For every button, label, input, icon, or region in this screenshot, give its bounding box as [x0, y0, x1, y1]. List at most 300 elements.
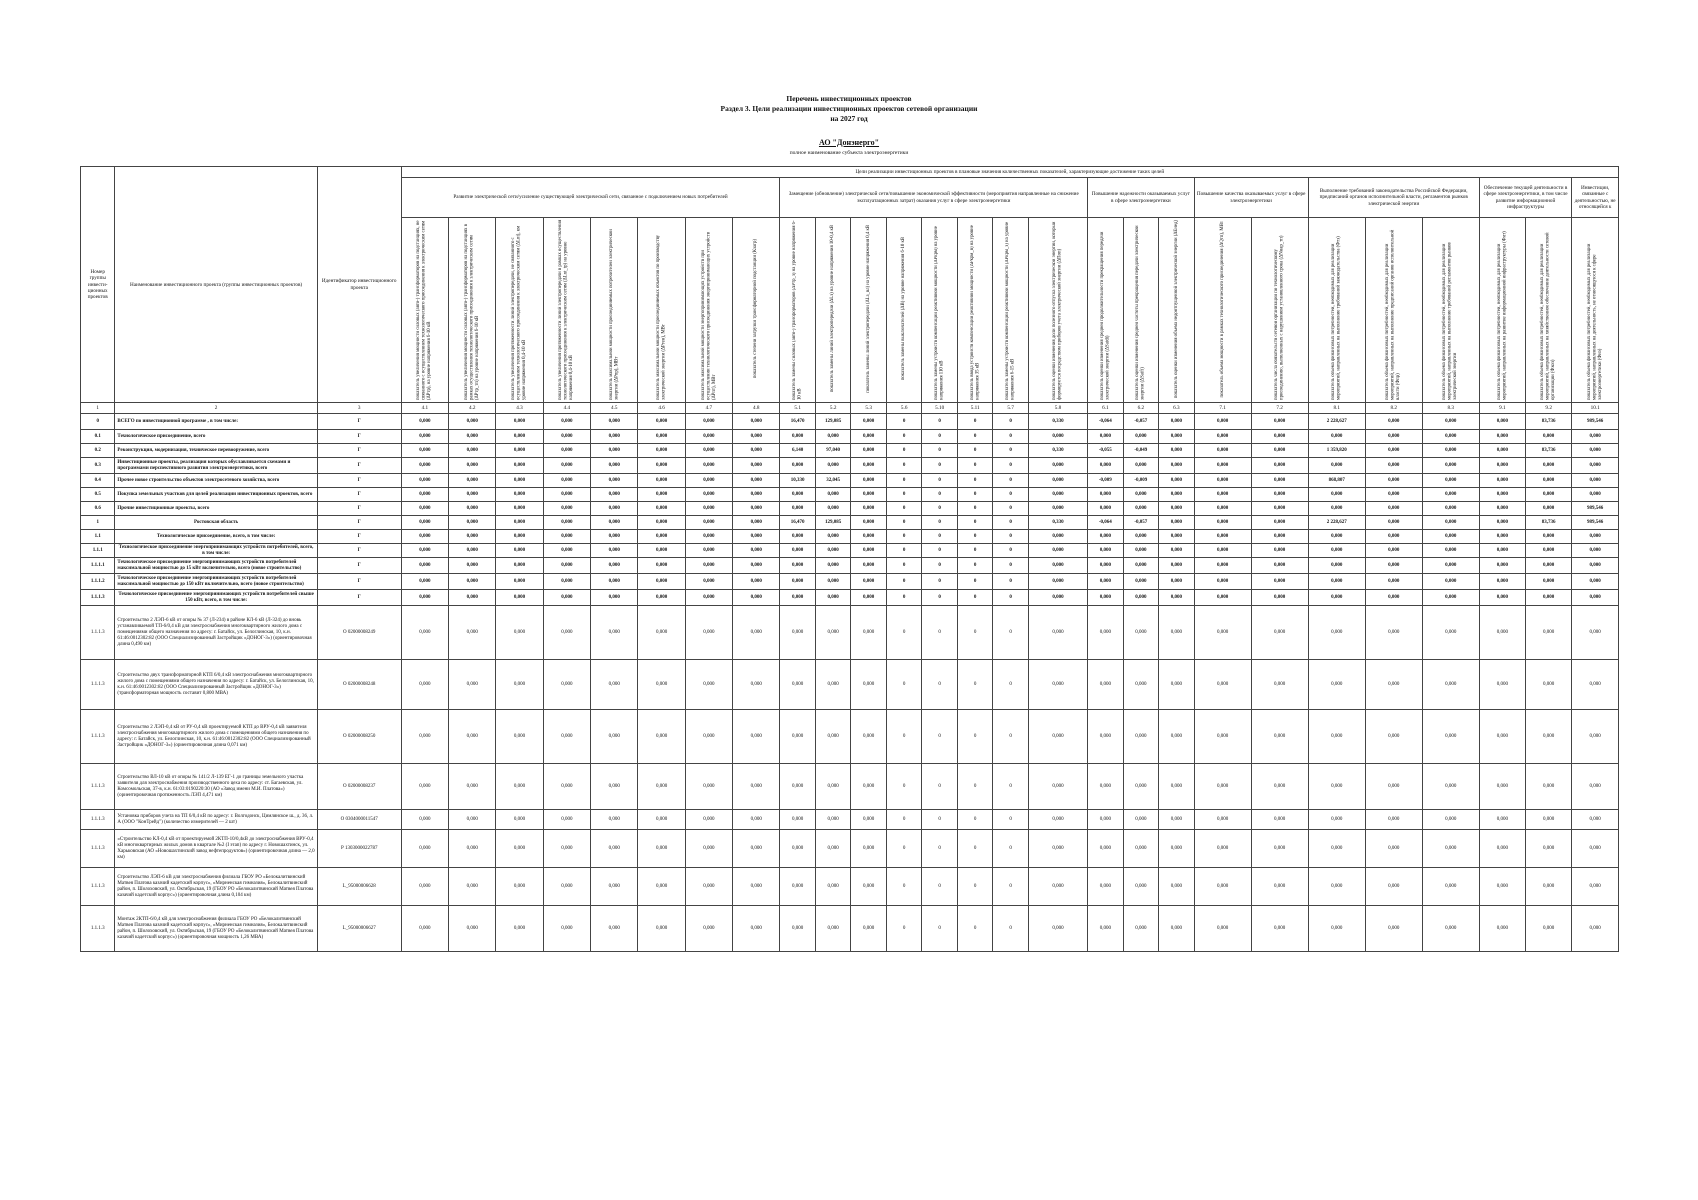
indicator-label: показатель степени загрузки трансформаторной подстанции (Кзагр)	[753, 239, 759, 379]
row-group-number: 1.1.1.3	[81, 830, 115, 868]
row-value-cell: 0,000	[851, 590, 887, 606]
row-value-cell: 0,000	[496, 830, 543, 868]
row-value-cell: 0,000	[1194, 488, 1251, 502]
row-value-cell: 0,000	[1479, 414, 1525, 430]
row-value-cell: 0,000	[1123, 574, 1159, 590]
row-value-cell: 0,000	[1422, 764, 1479, 810]
row-value-cell: 0,000	[1159, 458, 1195, 474]
row-value-cell: 0,000	[1159, 516, 1195, 530]
row-value-cell: 0,000	[638, 502, 685, 516]
row-value-cell: 0,000	[591, 710, 638, 764]
row-value-cell: 0,000	[1422, 502, 1479, 516]
row-value-cell: 0	[957, 516, 993, 530]
row-value-cell: 0,000	[1479, 474, 1525, 488]
row-value-cell: 0,000	[1088, 558, 1124, 574]
row-value-cell: 0	[993, 516, 1029, 530]
table-row	[81, 502, 1619, 516]
row-value-cell: 0,000	[543, 660, 590, 710]
indicator-header	[401, 218, 448, 403]
indicator-header	[638, 218, 685, 403]
indicator-header	[1123, 218, 1159, 403]
row-value-cell: 0,000	[1251, 474, 1308, 488]
table-row	[81, 430, 1619, 444]
goal-group-header: Инвестиции, связанные с деятельностью, не относящейся к	[1572, 178, 1619, 218]
row-value-cell: 0,000	[851, 458, 887, 474]
row-value-cell: 0,000	[685, 764, 732, 810]
row-value-cell: 0,000	[1422, 574, 1479, 590]
row-value-cell: 0,000	[815, 590, 851, 606]
row-value-cell: 0,000	[1479, 606, 1525, 660]
row-value-cell: 0,000	[449, 530, 496, 544]
row-value-cell: 0,000	[1028, 430, 1087, 444]
row-value-cell: 0	[957, 710, 993, 764]
row-value-cell: 0,000	[591, 606, 638, 660]
goal-group-header: Развитие электрической сети/усиление существующей электрической сети, связанное с подключением новых потребителей	[401, 178, 780, 218]
row-value-cell: 0,000	[1159, 544, 1195, 558]
goal-group-header: Выполнение требований законодательства Российской Федерации, предписаний органов исполнительной власти, регламентов рынков электрической энергии	[1308, 178, 1479, 218]
column-number: 5.2	[815, 403, 851, 414]
row-value-cell: 0,000	[1308, 764, 1365, 810]
row-value-cell: 0,000	[401, 906, 448, 952]
row-value-cell: 0,000	[543, 606, 590, 660]
row-value-cell: 0,000	[780, 660, 816, 710]
indicator-label: показатель замены выключателей (ΔВ) на уровне напряжения 6-10 кВ	[901, 237, 907, 381]
indicator-header	[957, 218, 993, 403]
indicator-header	[1422, 218, 1479, 403]
row-value-cell: 0,000	[496, 516, 543, 530]
row-group-number: 0	[81, 414, 115, 430]
row-value-cell: 0,000	[1088, 810, 1124, 830]
column-number: 8.2	[1365, 403, 1422, 414]
row-value-cell: 0,000	[1251, 590, 1308, 606]
row-value-cell: 0,000	[1159, 710, 1195, 764]
row-value-cell: 0	[886, 906, 922, 952]
row-value-cell: 0,000	[1572, 444, 1619, 458]
column-number: 5.8	[1028, 403, 1087, 414]
row-value-cell: 0,000	[1479, 516, 1525, 530]
row-value-cell: 0,000	[1526, 558, 1572, 574]
row-value-cell: 0,000	[780, 764, 816, 810]
row-group-number: 1.1.1.3	[81, 810, 115, 830]
organization-caption: полное наименование субъекта электроэнергетики	[789, 150, 909, 156]
row-project-name: Монтаж 2КТП-6/0,4 кВ для электроснабжения филиала ГБОУ РО «Белокалитвинский Матвея Платова казачий кадетский корпус», «Мирненская гимназия», Белокалитвинский район, п. Шолоховский, ул. Октябрьская, 19 (ГБОУ РО «Белокалитвинский Матвея Платова казачий кадетский корпус») (ориентировочная мощность 1,26 МВА)	[115, 906, 317, 952]
row-value-cell: 0,000	[1422, 530, 1479, 544]
table-row	[81, 458, 1619, 474]
row-project-id: Г	[317, 558, 401, 574]
row-group-number: 1.1.1.3	[81, 660, 115, 710]
row-value-cell: 0,000	[543, 764, 590, 810]
row-value-cell: 0,000	[543, 710, 590, 764]
row-value-cell: 0,000	[780, 710, 816, 764]
row-value-cell: 0,000	[638, 810, 685, 830]
row-value-cell: 0,000	[1365, 488, 1422, 502]
row-group-number: 1.1.1.1	[81, 558, 115, 574]
row-value-cell: 0,000	[815, 530, 851, 544]
row-value-cell: 0,000	[543, 414, 590, 430]
row-value-cell: 0,000	[1194, 458, 1251, 474]
row-value-cell: 0,000	[1194, 444, 1251, 458]
indicator-header	[886, 218, 922, 403]
row-value-cell: -0,057	[1123, 516, 1159, 530]
row-value-cell: 0,000	[1526, 474, 1572, 488]
row-value-cell: 0,000	[1422, 430, 1479, 444]
row-value-cell: 0	[886, 516, 922, 530]
row-value-cell: 0,000	[1526, 710, 1572, 764]
column-number: 4.1	[401, 403, 448, 414]
row-value-cell: 0,000	[543, 502, 590, 516]
row-value-cell: 0,000	[1251, 430, 1308, 444]
row-value-cell: 0,000	[1088, 458, 1124, 474]
row-value-cell: 0,000	[638, 544, 685, 558]
row-value-cell: 0,000	[815, 710, 851, 764]
row-value-cell: 0,000	[496, 868, 543, 906]
row-value-cell: 0	[993, 558, 1029, 574]
row-value-cell: 0,000	[1479, 502, 1525, 516]
row-value-cell: 0,000	[1526, 590, 1572, 606]
row-value-cell: 0,000	[496, 488, 543, 502]
row-value-cell: 0,000	[1479, 830, 1525, 868]
indicator-header	[449, 218, 496, 403]
row-project-id: Г	[317, 516, 401, 530]
row-value-cell: 0	[886, 458, 922, 474]
row-project-name: Технологическое присоединение, всего	[115, 430, 317, 444]
row-value-cell: -0,064	[1088, 414, 1124, 430]
row-value-cell: 0,000	[733, 710, 780, 764]
row-value-cell: 989,546	[1572, 516, 1619, 530]
row-value-cell: 0	[922, 810, 958, 830]
indicator-header	[1194, 218, 1251, 403]
row-value-cell: 0	[993, 660, 1029, 710]
row-value-cell: 16,470	[780, 414, 816, 430]
row-value-cell: 0,000	[1572, 830, 1619, 868]
row-value-cell: 0,000	[1308, 488, 1365, 502]
row-project-name: Прочее новое строительство объектов электросетевого хозяйства, всего	[115, 474, 317, 488]
column-number: 6.3	[1159, 403, 1195, 414]
row-value-cell: 0,000	[1572, 458, 1619, 474]
row-value-cell: 0,000	[1365, 710, 1422, 764]
row-value-cell: 0	[993, 502, 1029, 516]
row-value-cell: 0,330	[1028, 444, 1087, 458]
row-value-cell: 0	[993, 868, 1029, 906]
row-value-cell: 0,000	[1422, 590, 1479, 606]
row-value-cell: 0,000	[401, 530, 448, 544]
row-value-cell: 0,000	[543, 488, 590, 502]
row-value-cell: 0,000	[1123, 710, 1159, 764]
row-value-cell: 0,000	[1365, 830, 1422, 868]
row-value-cell: 0,000	[780, 558, 816, 574]
row-value-cell: 0,000	[1088, 868, 1124, 906]
row-project-id: Р 1303000022787	[317, 830, 401, 868]
row-value-cell: 0,000	[780, 810, 816, 830]
row-value-cell: 0	[957, 530, 993, 544]
row-value-cell: 0,000	[401, 474, 448, 488]
row-value-cell: 0,000	[1526, 574, 1572, 590]
row-value-cell: 0,000	[851, 488, 887, 502]
row-value-cell: 0,000	[591, 530, 638, 544]
row-value-cell: 0,000	[638, 558, 685, 574]
row-value-cell: 0,000	[1526, 906, 1572, 952]
row-project-id: L_95000006628	[317, 868, 401, 906]
row-value-cell: 0,000	[1572, 530, 1619, 544]
row-value-cell: 0,000	[1123, 830, 1159, 868]
row-value-cell: 0	[886, 530, 922, 544]
row-value-cell: 0,000	[685, 590, 732, 606]
indicator-header	[922, 218, 958, 403]
row-value-cell: 0,000	[815, 502, 851, 516]
row-value-cell: 0,000	[1365, 458, 1422, 474]
row-value-cell: 0,000	[733, 590, 780, 606]
indicator-header	[496, 218, 543, 403]
row-value-cell: 0,000	[543, 530, 590, 544]
row-value-cell: 0,000	[851, 830, 887, 868]
row-value-cell: 0,000	[496, 606, 543, 660]
row-value-cell: 0,000	[1479, 590, 1525, 606]
row-project-name: Строительство 2 ЛЭП-0,4 кВ от РУ-0,4 кВ проектируемой КТП до ВРУ-0,4 кВ заявителя электроснабжения многоквартирного жилого дома с помещениями общего назначения по адресу: г. Батайск, ул. Белоглинская, 10, к.н. 61:46:0012302:82 (ООО Специализированный Застройщик «ДОНОГ-3») (ориентировочная длина 0,071 км)	[115, 710, 317, 764]
row-value-cell: 0,000	[449, 606, 496, 660]
row-value-cell: 0,000	[1526, 660, 1572, 710]
row-value-cell: 0	[922, 710, 958, 764]
indicator-header	[851, 218, 887, 403]
row-project-name: Технологическое присоединение, всего, в том числе:	[115, 530, 317, 544]
row-value-cell: 0	[922, 530, 958, 544]
row-project-name: Инвестиционные проекты, реализация которых обуславливается схемами и программами перспективного развития электроэнергетики, всего	[115, 458, 317, 474]
table-row	[81, 474, 1619, 488]
row-value-cell: 0	[957, 458, 993, 474]
row-value-cell: 0,000	[1251, 414, 1308, 430]
row-value-cell: 0	[993, 474, 1029, 488]
row-value-cell: 0,000	[401, 590, 448, 606]
table-row	[81, 488, 1619, 502]
row-value-cell: 0,000	[780, 574, 816, 590]
row-value-cell: 0,000	[733, 830, 780, 868]
row-value-cell: 0,000	[1251, 544, 1308, 558]
table-row	[81, 868, 1619, 906]
row-value-cell: 0,000	[780, 502, 816, 516]
row-value-cell: 0,000	[1194, 710, 1251, 764]
row-value-cell: 0,000	[733, 660, 780, 710]
row-value-cell: 0,000	[1572, 606, 1619, 660]
row-value-cell: 0,000	[780, 544, 816, 558]
column-number: 4.4	[543, 403, 590, 414]
indicator-header	[685, 218, 732, 403]
row-value-cell: 0,000	[591, 574, 638, 590]
row-value-cell: 0,000	[1365, 606, 1422, 660]
row-value-cell: 0,000	[543, 544, 590, 558]
row-value-cell: 0,000	[1123, 530, 1159, 544]
row-value-cell: 0,000	[780, 488, 816, 502]
row-value-cell: 0,000	[401, 710, 448, 764]
row-project-id: Г	[317, 544, 401, 558]
goal-group-header: Замещение (обновление) электрической сети/повышение экономической эффективности (мероприятия направленные на снижение эксплуатационных затрат) оказания услуг в сфере электроэнергетики	[780, 178, 1088, 218]
indicator-label: показатель объема финансовых потребностей, необходимых для реализации мероприятий, направленных на выполнение требований регламентов рынков электрической энергии	[1442, 242, 1459, 400]
row-value-cell: 0	[922, 660, 958, 710]
row-value-cell: 0,000	[1572, 590, 1619, 606]
row-value-cell: 0,000	[1123, 558, 1159, 574]
row-value-cell: 0,000	[1028, 458, 1087, 474]
indicator-label: показатель максимальной мощности присоединяемых потребителей электрической энергии (ΔPпр), МВт	[608, 229, 620, 400]
row-value-cell: 0,000	[1479, 710, 1525, 764]
row-value-cell: 0,000	[591, 810, 638, 830]
indicator-header	[1028, 218, 1087, 403]
row-value-cell: 0,000	[1422, 488, 1479, 502]
row-value-cell: 0,000	[1028, 488, 1087, 502]
row-value-cell: 0,000	[1572, 868, 1619, 906]
row-value-cell: 0,000	[1194, 530, 1251, 544]
row-value-cell: 0,000	[1422, 458, 1479, 474]
row-project-name: Технологическое присоединение энергопринимающих устройств потребителей максимальной мощностью до 15 кВт включительно, всего (новое строительство)	[115, 558, 317, 574]
row-project-id: О 02000008237	[317, 764, 401, 810]
indicator-label: показатель замены линий электропередачи (ΔLз) на уровне напряжения 10-0,4 кВ	[830, 225, 836, 393]
row-value-cell: -0,057	[1123, 414, 1159, 430]
row-value-cell: 0,000	[1194, 660, 1251, 710]
row-value-cell: 0,000	[851, 558, 887, 574]
row-value-cell: 0,000	[1572, 710, 1619, 764]
row-value-cell: 0	[886, 868, 922, 906]
row-value-cell: 0,000	[1028, 660, 1087, 710]
indicator-label: показатель объема мощности в рамках технологического присоединения (ΔQтп), МВт	[1219, 220, 1225, 398]
row-value-cell: 0,000	[496, 906, 543, 952]
row-value-cell: 0,000	[1251, 558, 1308, 574]
row-value-cell: 0,000	[815, 868, 851, 906]
row-value-cell: 0,000	[733, 474, 780, 488]
row-value-cell: 0,000	[1159, 764, 1195, 810]
row-value-cell: 0,000	[401, 516, 448, 530]
row-value-cell: 0,000	[1308, 430, 1365, 444]
row-value-cell: 0	[922, 430, 958, 444]
row-project-name: «Строительство КЛ-0,4 кВ от проектируемой 2КТП-10/0,4кВ до электроснабжения ВРУ-0,4 кВ многоквартирных жилых домов в квартале №2 (I этап) по адресу г. Новошахтинск, ул. Харьковская (АО «Новошахтинский завод нефтепродуктов») (ориентировочная длина — 2,0 км)	[115, 830, 317, 868]
row-value-cell: 0,000	[780, 606, 816, 660]
row-value-cell: 0,000	[1123, 590, 1159, 606]
indicator-header	[1479, 218, 1525, 403]
col-header-id: Идентификатор инвестиционного проекта	[317, 167, 401, 403]
row-value-cell: 0,000	[851, 502, 887, 516]
indicator-header	[543, 218, 590, 403]
row-value-cell: 0,000	[1028, 810, 1087, 830]
table-row	[81, 414, 1619, 430]
row-value-cell: 0	[957, 488, 993, 502]
row-value-cell: 0,330	[1028, 414, 1087, 430]
row-value-cell: 0,000	[1479, 868, 1525, 906]
row-value-cell: 0,000	[638, 488, 685, 502]
row-value-cell: 0,000	[1251, 710, 1308, 764]
row-value-cell: 0	[957, 474, 993, 488]
row-value-cell: 0,000	[1422, 558, 1479, 574]
row-value-cell: 0,000	[685, 516, 732, 530]
row-value-cell: 0,000	[1422, 810, 1479, 830]
column-number: 9.1	[1479, 403, 1525, 414]
row-value-cell: 0,000	[815, 544, 851, 558]
row-value-cell: 0,000	[815, 660, 851, 710]
column-number: 1	[81, 403, 115, 414]
row-value-cell: 0,000	[591, 830, 638, 868]
row-project-name: Строительство двух трансформаторной КТП 6/0,4 кВ электроснабжения многоквартирного жилого дома с помещениями общего назначения по адресу: г. Батайск, ул. Белоглинская, 10, к.н. 61:46:0012302:82 (ООО Специализированный Застройщик «ДОНОГ-3») (трансформаторная мощность составит 0,800 МВА)	[115, 660, 317, 710]
row-value-cell: 0,000	[1194, 430, 1251, 444]
row-value-cell: 0,000	[1194, 574, 1251, 590]
row-value-cell: 0,000	[401, 606, 448, 660]
row-value-cell: 0,000	[1159, 444, 1195, 458]
table-row	[81, 764, 1619, 810]
row-value-cell: 0,000	[1572, 810, 1619, 830]
row-value-cell: 0,000	[449, 444, 496, 458]
row-value-cell: 0	[993, 488, 1029, 502]
row-value-cell: 0,000	[449, 810, 496, 830]
row-value-cell: 0,000	[449, 868, 496, 906]
row-value-cell: 0	[886, 544, 922, 558]
row-project-id: L_95000006627	[317, 906, 401, 952]
row-value-cell: 0,000	[851, 660, 887, 710]
row-project-name: Установка приборов учета на ТП 6/0,4 кВ по адресу: г. Волгодонск, Цимлянское ш., д. 36, л. А (ООО "КонТрейд") (количество измерителей — 2 шт)	[115, 810, 317, 830]
row-value-cell: 0,000	[685, 830, 732, 868]
row-value-cell: 0,000	[638, 574, 685, 590]
table-row	[81, 590, 1619, 606]
row-project-name: Реконструкция, модернизация, техническое перевооружение, всего	[115, 444, 317, 458]
row-value-cell: 0	[993, 414, 1029, 430]
row-value-cell: -0,009	[1123, 474, 1159, 488]
row-value-cell: 0	[922, 488, 958, 502]
row-value-cell: 0,000	[851, 810, 887, 830]
row-value-cell: 0,000	[1479, 544, 1525, 558]
row-value-cell: 0,000	[638, 868, 685, 906]
row-value-cell: 0,000	[733, 544, 780, 558]
row-value-cell: 0,000	[496, 590, 543, 606]
row-value-cell: 0,000	[685, 414, 732, 430]
title-line-3: на 2027 год	[830, 114, 868, 123]
row-value-cell: 0,000	[685, 606, 732, 660]
row-value-cell: 0	[957, 810, 993, 830]
row-value-cell: 0,000	[1088, 830, 1124, 868]
row-value-cell: 0,000	[1422, 444, 1479, 458]
row-value-cell: 0,000	[1479, 530, 1525, 544]
row-value-cell: 0,000	[496, 558, 543, 574]
column-number: 5.11	[957, 403, 993, 414]
row-value-cell: 0,000	[1123, 606, 1159, 660]
indicator-label: показатель объема финансовых потребностей, необходимых для реализации мероприятий, направленных на выполнение требований законодательства (Фтз)	[1331, 236, 1342, 400]
row-value-cell: 0,000	[1159, 502, 1195, 516]
row-project-id: О 02000008248	[317, 660, 401, 710]
row-value-cell: 129,085	[815, 516, 851, 530]
row-value-cell: 0,000	[1479, 906, 1525, 952]
row-value-cell: 0,000	[543, 516, 590, 530]
row-value-cell: 0,000	[449, 558, 496, 574]
row-value-cell: 0,000	[591, 502, 638, 516]
row-project-name: Строительство ЛЭП-6 кВ для электроснабжения филиала ГБОУ РО «Белокалитвинский Матвея Платова казачий кадетский корпус», «Мирненская гимназия», Белокалитвинский район, п. Шолоховский, ул. Октябрьская, 19 (ГБОУ РО «Белокалитвинский Матвея Платова казачий кадетский корпус») (ориентировочная длина 0,104 км)	[115, 868, 317, 906]
indicator-label: показатель оценки изменения средней частоты прекращения передачи электрической энергии (ΔSaifi)	[1135, 225, 1146, 400]
row-value-cell: 0,000	[449, 660, 496, 710]
row-value-cell: 1 359,820	[1308, 444, 1365, 458]
row-value-cell: 0,000	[851, 444, 887, 458]
indicator-label: показатель замены устройств компенсации реактивной мощности (ΔPкрм) на уровне напряжения 110 кВ	[934, 226, 945, 400]
row-value-cell: 0,000	[733, 868, 780, 906]
row-value-cell: 0,000	[1088, 574, 1124, 590]
row-value-cell: 0,000	[780, 830, 816, 868]
row-value-cell: 0,000	[1028, 830, 1087, 868]
row-value-cell: 0,000	[733, 530, 780, 544]
table-row	[81, 558, 1619, 574]
indicator-label: показатель объема финансовых потребностей, необходимых для реализации мероприятий, направленных на хозяйственное обеспечение деятельности сетевой организации (Фхоз)	[1540, 232, 1557, 400]
row-value-cell: 0,000	[591, 660, 638, 710]
row-value-cell: 129,085	[815, 414, 851, 430]
row-value-cell: 0,000	[1526, 544, 1572, 558]
row-value-cell: 0,000	[449, 516, 496, 530]
indicator-header	[1088, 218, 1124, 403]
row-value-cell: 0	[993, 430, 1029, 444]
row-value-cell: 83,736	[1526, 414, 1572, 430]
table-row	[81, 906, 1619, 952]
title-line-2: Раздел 3. Цели реализации инвестиционных проектов сетевой организации	[720, 104, 978, 113]
row-project-name: Технологическое присоединение энергопринимающих устройств потребителей, всего, в том числе:	[115, 544, 317, 558]
row-value-cell: 0,000	[1088, 906, 1124, 952]
row-value-cell: 0	[993, 830, 1029, 868]
